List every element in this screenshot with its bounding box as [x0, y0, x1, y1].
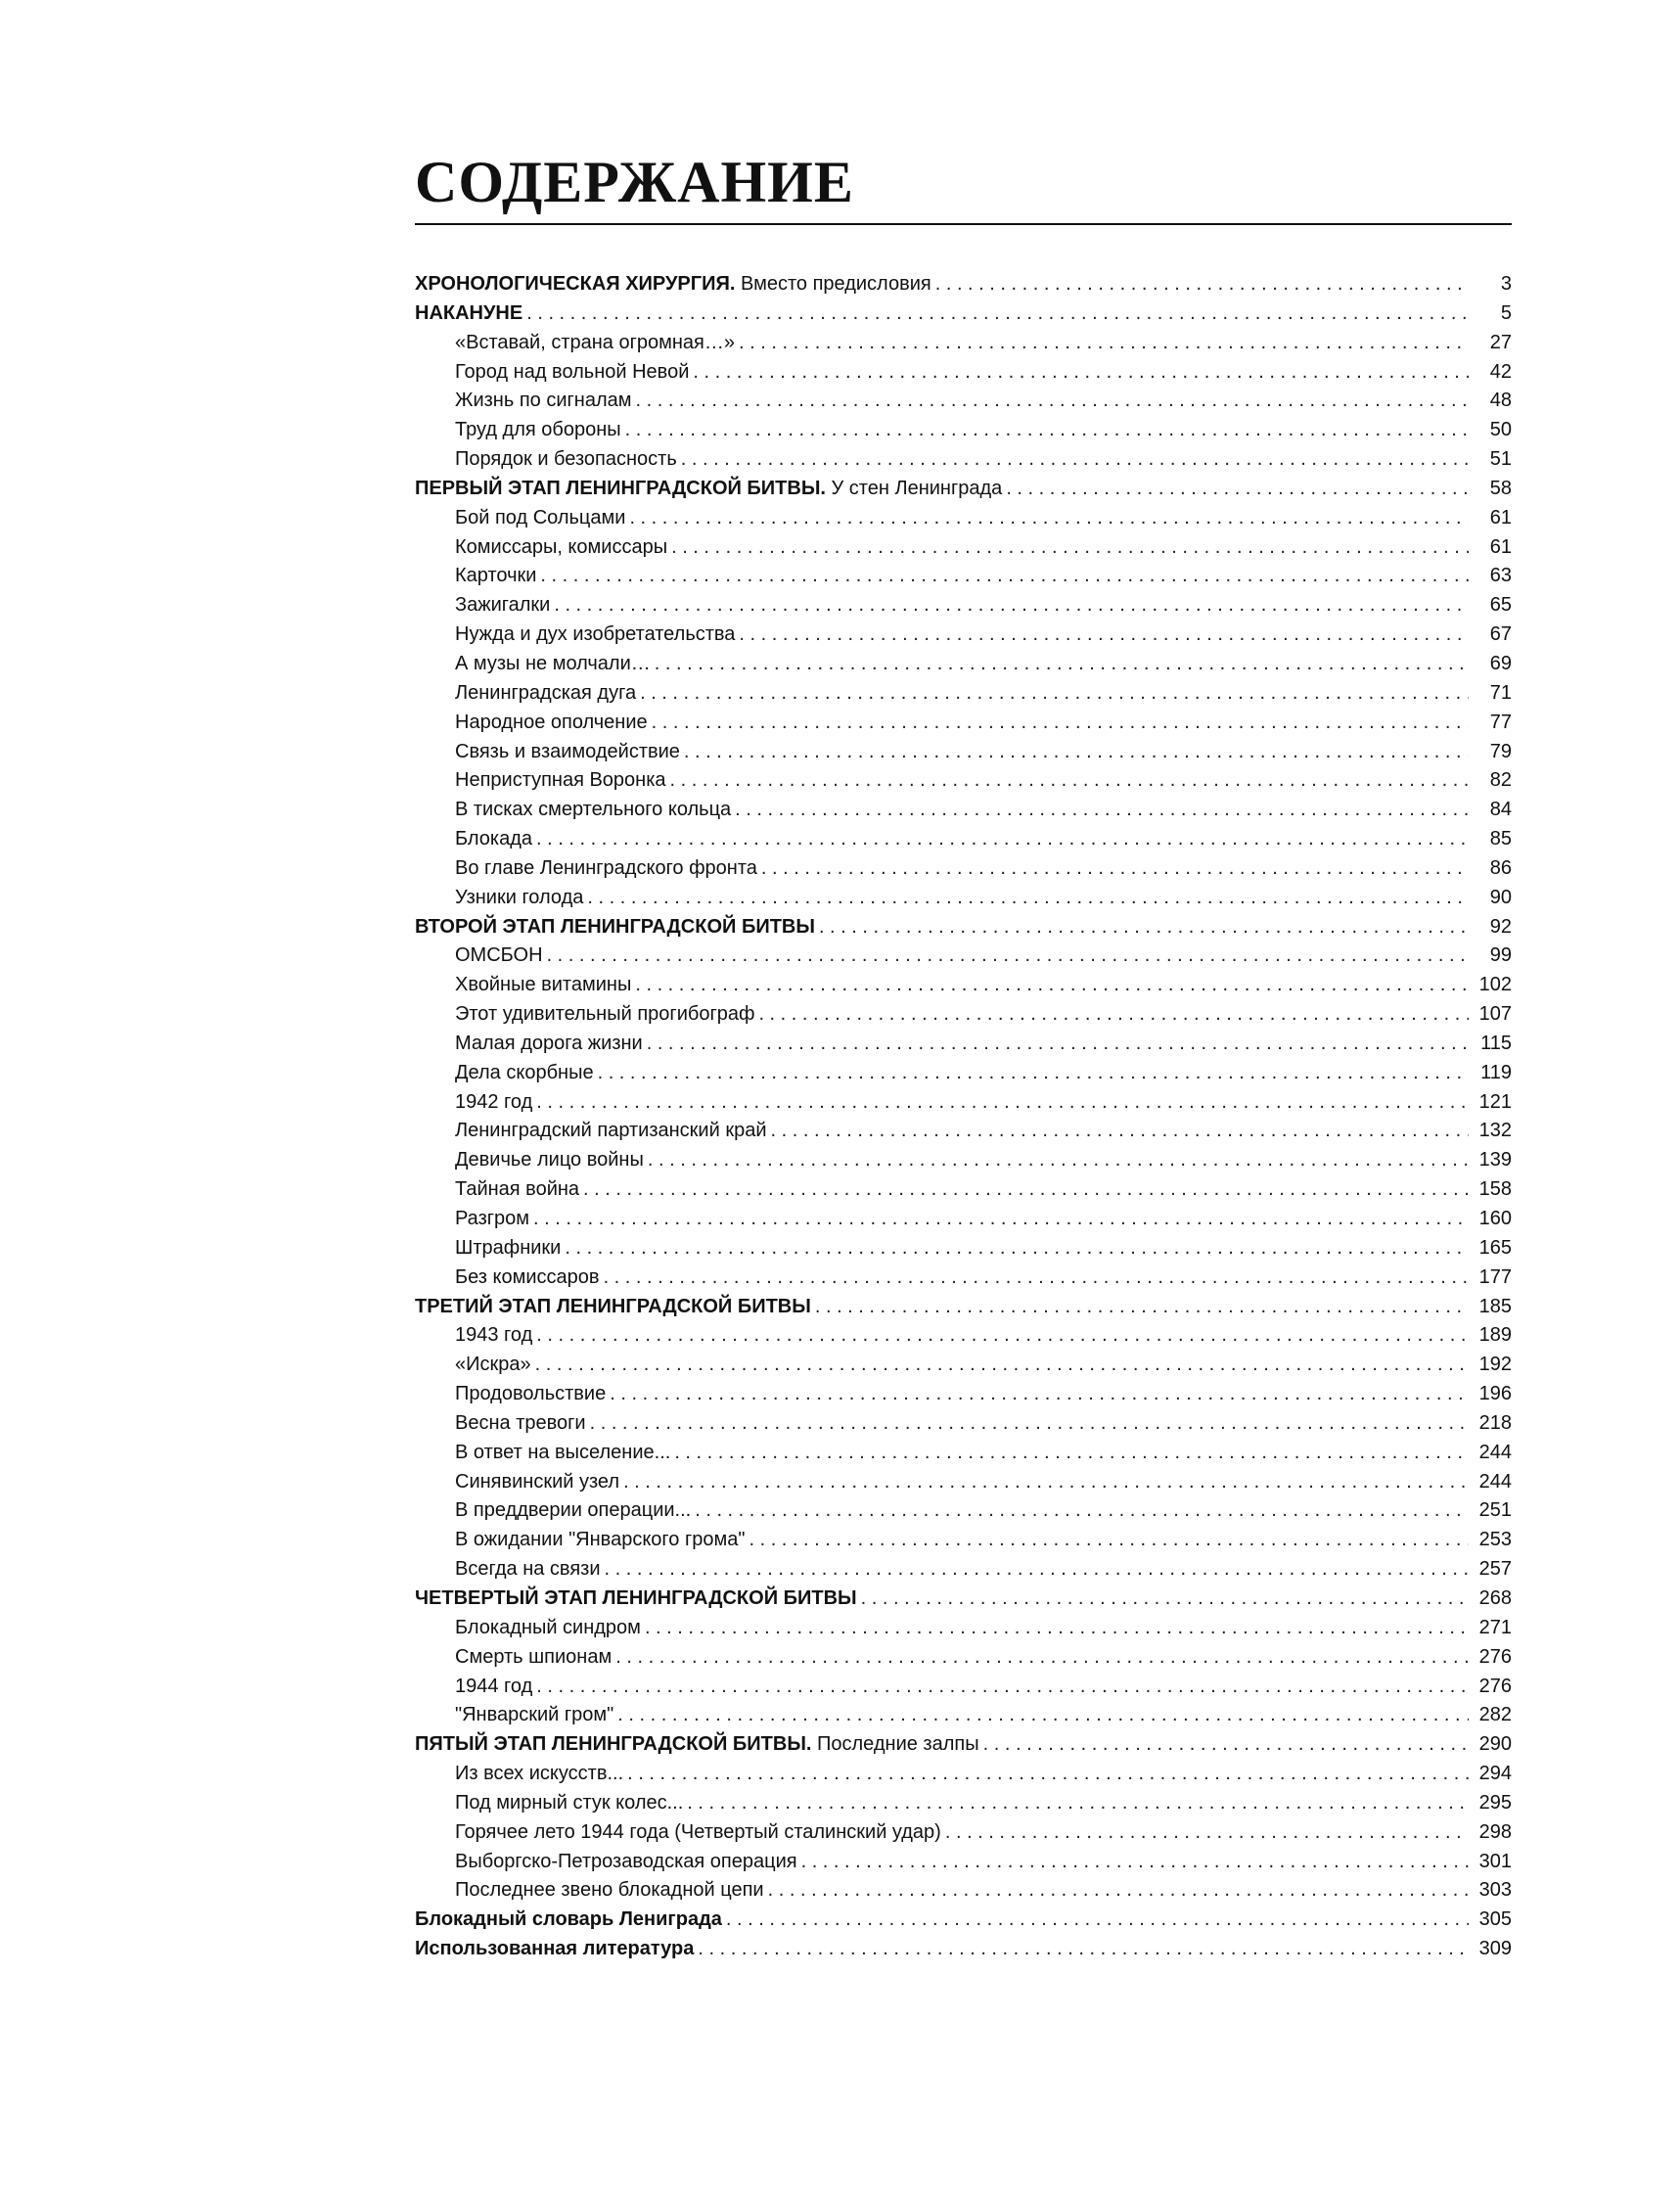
- toc-entry: [415, 416, 1512, 445]
- dot-leader: [1006, 475, 1469, 504]
- toc-entry: [415, 1146, 1512, 1175]
- toc-entry-title: Этот удивительный прогибограф: [455, 1003, 755, 1026]
- toc-entry: [415, 591, 1512, 620]
- toc-page-number: 271: [1478, 1616, 1512, 1638]
- dot-leader: [768, 1876, 1469, 1906]
- dot-leader: [684, 738, 1469, 767]
- dot-leader: [617, 1701, 1469, 1730]
- toc-entry-label: [455, 1205, 529, 1234]
- toc-entry: [415, 1030, 1512, 1059]
- toc-entry-label: [455, 1000, 754, 1030]
- toc-page-number: 251: [1478, 1499, 1512, 1522]
- toc-page-number: 196: [1478, 1383, 1512, 1405]
- toc-entry-title: В ответ на выселение...: [455, 1441, 671, 1463]
- toc-page-number: 305: [1478, 1908, 1512, 1931]
- toc-entry-title: Разгром: [455, 1208, 530, 1229]
- toc-entry-title: 1942 год: [455, 1090, 533, 1113]
- dot-leader: [735, 796, 1469, 825]
- toc-section-entry: [415, 475, 1512, 504]
- toc-entry-title: Из всех искусств...: [455, 1763, 624, 1785]
- toc-entry-title: Ленинградский партизанский край: [455, 1120, 767, 1142]
- toc-entry-title: «Искра»: [455, 1354, 531, 1376]
- toc-entry-label: [455, 1380, 606, 1409]
- toc-entry-title: Штрафники: [455, 1236, 562, 1259]
- dot-leader: [587, 884, 1469, 913]
- toc-entry-subtitle: У стен Ленинграда: [825, 477, 1003, 499]
- toc-entry-label: [455, 1643, 612, 1673]
- toc-page-number: 92: [1489, 915, 1512, 938]
- toc-entry-label: [455, 1614, 641, 1643]
- toc-entry-label: [455, 971, 631, 1000]
- dot-leader: [819, 913, 1469, 942]
- toc-entry-title: Блокадный синдром: [455, 1616, 641, 1638]
- toc-entry: [415, 709, 1512, 738]
- toc-entry-title: А музы не молчали…: [455, 652, 651, 674]
- toc-entry-title: Ленинградская дуга: [455, 681, 637, 704]
- toc-page-number: 102: [1478, 974, 1512, 996]
- dot-leader: [533, 1205, 1469, 1234]
- toc-entry-title: Продовольствие: [455, 1383, 607, 1405]
- toc-page-number: 5: [1500, 301, 1512, 324]
- toc-page-number: 298: [1478, 1820, 1512, 1843]
- dot-leader: [536, 1088, 1469, 1118]
- toc-entry: [415, 1175, 1512, 1205]
- toc-entry-label: [455, 620, 735, 650]
- toc-entry-title: 1943 год: [455, 1324, 533, 1347]
- toc-page-number: 3: [1500, 273, 1512, 295]
- toc-entry-title: Труд для обороны: [455, 419, 621, 441]
- dot-leader: [623, 1468, 1469, 1497]
- toc-entry: [415, 329, 1512, 358]
- toc-entry: [415, 1351, 1512, 1380]
- dot-leader: [758, 1000, 1469, 1030]
- toc-entry-title: Малая дорога жизни: [455, 1032, 643, 1054]
- toc-entry-label: [455, 1789, 683, 1818]
- dot-leader: [739, 620, 1469, 650]
- toc-page-number: 189: [1478, 1324, 1512, 1347]
- toc-entry-title: В тисках смертельного кольца: [455, 799, 732, 821]
- dot-leader: [645, 1614, 1469, 1643]
- toc-entry-title: Весна тревоги: [455, 1411, 586, 1434]
- dot-leader: [935, 270, 1469, 299]
- toc-entry-label: [455, 1409, 586, 1439]
- toc-entry-title: ЧЕТВЕРТЫЙ ЭТАП ЛЕНИНГРАДСКОЙ БИТВЫ: [415, 1586, 857, 1609]
- dot-leader: [604, 1263, 1469, 1293]
- toc-entry-label: [455, 1088, 532, 1118]
- toc-entry-title: Бой под Сольцами: [455, 506, 626, 528]
- toc-entry-label: [455, 854, 757, 884]
- toc-entry-title: ВТОРОЙ ЭТАП ЛЕНИНГРАДСКОЙ БИТВЫ: [415, 915, 815, 938]
- toc-entry-title: Тайная война: [455, 1178, 580, 1201]
- toc-entry-title: ТРЕТИЙ ЭТАП ЛЕНИНГРАДСКОЙ БИТВЫ: [415, 1295, 811, 1317]
- toc-page-number: 50: [1489, 419, 1512, 441]
- toc-entry-label: [415, 1935, 694, 1964]
- toc-entry: [415, 766, 1512, 796]
- toc-entry: [415, 1088, 1512, 1118]
- toc-entry-title: Девичье лицо войны: [455, 1149, 644, 1171]
- toc-entry-label: [455, 1117, 767, 1146]
- table-of-contents: [415, 270, 1512, 1964]
- toc-entry-label: [455, 1059, 594, 1088]
- toc-page-number: 85: [1489, 828, 1512, 850]
- dot-leader: [945, 1818, 1469, 1848]
- toc-page-number: 61: [1489, 535, 1512, 558]
- toc-page-number: 282: [1478, 1704, 1512, 1726]
- toc-page-number: 107: [1478, 1003, 1512, 1026]
- toc-entry-label: [455, 1760, 623, 1789]
- toc-entry-subtitle: Вместо предисловия: [735, 273, 931, 295]
- dot-leader: [815, 1293, 1469, 1322]
- toc-page-number: 71: [1489, 681, 1512, 704]
- toc-entry: [415, 1555, 1512, 1585]
- toc-entry-label: [455, 825, 532, 854]
- toc-entry-title: Зажигалки: [455, 594, 551, 617]
- toc-page-number: 276: [1478, 1645, 1512, 1668]
- toc-entry-label: [455, 358, 689, 388]
- toc-entry-title: Без комиссаров: [455, 1265, 600, 1288]
- dot-leader: [861, 1585, 1469, 1614]
- toc-entry: [415, 387, 1512, 416]
- dot-leader: [726, 1906, 1469, 1935]
- dot-leader: [536, 825, 1469, 854]
- toc-entry: [415, 650, 1512, 679]
- toc-entry: [415, 1059, 1512, 1088]
- toc-page-number: 67: [1489, 623, 1512, 646]
- toc-page-number: 121: [1478, 1090, 1512, 1113]
- toc-entry: [415, 1205, 1512, 1234]
- toc-entry: [415, 504, 1512, 533]
- toc-page-number: 295: [1478, 1791, 1512, 1814]
- toc-page-number: 90: [1489, 886, 1512, 908]
- toc-page-number: 86: [1489, 856, 1512, 879]
- toc-entry-title: Карточки: [455, 565, 537, 587]
- toc-entry-title: ХРОНОЛОГИЧЕСКАЯ ХИРУРГИЯ.: [415, 273, 736, 295]
- toc-entry-label: [455, 416, 621, 445]
- toc-entry: [415, 1321, 1512, 1351]
- toc-entry-label: [455, 1468, 619, 1497]
- toc-page-number: 268: [1478, 1586, 1512, 1609]
- toc-entry-label: [455, 942, 543, 971]
- toc-entry: [415, 1643, 1512, 1673]
- toc-page-number: 185: [1478, 1295, 1512, 1317]
- toc-section-entry: [415, 1935, 1512, 1964]
- toc-page-number: 132: [1478, 1120, 1512, 1142]
- toc-entry-title: ОМСБОН: [455, 944, 543, 967]
- toc-entry-label: [415, 1906, 722, 1935]
- toc-entry-title: Блокада: [455, 828, 533, 850]
- toc-entry: [415, 1117, 1512, 1146]
- toc-entry-title: Народное ополчение: [455, 711, 648, 733]
- toc-entry: [415, 854, 1512, 884]
- toc-entry: [415, 884, 1512, 913]
- dot-leader: [671, 533, 1469, 563]
- dot-leader: [681, 445, 1469, 475]
- toc-entry-label: [455, 329, 735, 358]
- toc-entry-title: Порядок и безопасность: [455, 448, 677, 471]
- dot-leader: [536, 1321, 1469, 1351]
- toc-entry-title: В ожидании "Январского грома": [455, 1529, 746, 1551]
- dot-leader: [598, 1059, 1469, 1088]
- dot-leader: [698, 1935, 1469, 1964]
- toc-entry-label: [455, 1555, 601, 1585]
- toc-entry-label: [415, 1293, 811, 1322]
- toc-page-number: 160: [1478, 1208, 1512, 1229]
- toc-entry-title: Комиссары, комиссары: [455, 535, 668, 558]
- page-title: СОДЕРЖАНИЕ: [415, 150, 854, 214]
- toc-page-number: 244: [1478, 1470, 1512, 1493]
- toc-entry-label: [455, 1263, 600, 1293]
- toc-page-number: 290: [1478, 1733, 1512, 1756]
- dot-leader: [693, 358, 1469, 388]
- toc-entry-label: [455, 1030, 643, 1059]
- dot-leader: [635, 971, 1469, 1000]
- toc-page: [415, 147, 1512, 1964]
- dot-leader: [627, 1760, 1469, 1789]
- dot-leader: [535, 1351, 1469, 1380]
- dot-leader: [771, 1117, 1470, 1146]
- toc-entry: [415, 1526, 1512, 1555]
- toc-entry-label: [455, 1701, 613, 1730]
- toc-page-number: 165: [1478, 1236, 1512, 1259]
- toc-entry: [415, 1263, 1512, 1293]
- toc-entry-title: Горячее лето 1944 года (Четвертый сталинский удар): [455, 1820, 941, 1843]
- toc-section-entry: [415, 1293, 1512, 1322]
- toc-entry: [415, 358, 1512, 388]
- toc-entry: [415, 1496, 1512, 1526]
- toc-entry-label: [455, 1321, 532, 1351]
- toc-page-number: 69: [1489, 652, 1512, 674]
- toc-entry: [415, 1000, 1512, 1030]
- toc-entry: [415, 738, 1512, 767]
- toc-entry-label: [455, 1496, 691, 1526]
- toc-entry-label: [455, 738, 680, 767]
- toc-section-entry: [415, 1730, 1512, 1760]
- toc-entry-label: [415, 1730, 979, 1760]
- toc-entry-label: [415, 270, 931, 299]
- toc-entry-label: [455, 445, 677, 475]
- dot-leader: [670, 766, 1469, 796]
- toc-page-number: 99: [1489, 944, 1512, 967]
- dot-leader: [547, 942, 1469, 971]
- dot-leader: [749, 1526, 1469, 1555]
- toc-entry-label: [455, 387, 632, 416]
- toc-entry: [415, 1876, 1512, 1906]
- toc-entry-label: [415, 1585, 857, 1614]
- toc-entry-title: Использованная литература: [415, 1938, 695, 1960]
- toc-entry: [415, 825, 1512, 854]
- toc-entry: [415, 1439, 1512, 1468]
- dot-leader: [625, 416, 1469, 445]
- toc-entry-title: Под мирный стук колес...: [455, 1791, 684, 1814]
- toc-entry-title: Неприступная Воронка: [455, 769, 666, 792]
- toc-entry-title: Смерть шпионам: [455, 1645, 613, 1668]
- toc-entry-title: Синявинский узел: [455, 1470, 620, 1493]
- toc-entry-title: Город над вольной Невой: [455, 360, 690, 383]
- dot-leader: [526, 299, 1469, 329]
- dot-leader: [636, 387, 1469, 416]
- toc-entry: [415, 1701, 1512, 1730]
- toc-entry-label: [455, 1818, 941, 1848]
- toc-entry: [415, 1468, 1512, 1497]
- toc-section-entry: [415, 913, 1512, 942]
- dot-leader: [565, 1234, 1469, 1263]
- toc-entry-label: [455, 796, 731, 825]
- dot-leader: [605, 1555, 1469, 1585]
- toc-page-number: 82: [1489, 769, 1512, 792]
- dot-leader: [695, 1496, 1469, 1526]
- toc-page-number: 65: [1489, 594, 1512, 617]
- toc-entry-title: Хвойные витамины: [455, 974, 632, 996]
- toc-page-number: 51: [1489, 448, 1512, 471]
- dot-leader: [739, 329, 1469, 358]
- toc-section-entry: [415, 1585, 1512, 1614]
- toc-entry-label: [455, 766, 666, 796]
- toc-entry-title: В преддверии операции...: [455, 1499, 692, 1522]
- toc-entry-label: [415, 475, 1002, 504]
- toc-entry-label: [455, 1146, 644, 1175]
- toc-entry-title: ПЯТЫЙ ЭТАП ЛЕНИНГРАДСКОЙ БИТВЫ.: [415, 1733, 812, 1756]
- toc-page-number: 158: [1478, 1178, 1512, 1201]
- toc-page-number: 139: [1478, 1149, 1512, 1171]
- dot-leader: [554, 591, 1469, 620]
- toc-entry: [415, 942, 1512, 971]
- dot-leader: [761, 854, 1469, 884]
- dot-leader: [629, 504, 1469, 533]
- toc-entry: [415, 679, 1512, 709]
- toc-page-number: 77: [1489, 711, 1512, 733]
- dot-leader: [615, 1643, 1469, 1673]
- toc-entry-label: [455, 1876, 764, 1906]
- toc-entry-title: Блокадный словарь Лениграда: [415, 1908, 722, 1931]
- toc-page-number: 79: [1489, 740, 1512, 762]
- toc-page-number: 58: [1489, 477, 1512, 499]
- toc-entry-title: Дела скорбные: [455, 1061, 594, 1083]
- toc-entry-title: Связь и взаимодействие: [455, 740, 680, 762]
- dot-leader: [652, 709, 1469, 738]
- toc-entry: [415, 1789, 1512, 1818]
- toc-entry-label: [455, 1526, 745, 1555]
- toc-entry-label: [455, 709, 648, 738]
- dot-leader: [536, 1673, 1469, 1702]
- toc-page-number: 177: [1478, 1265, 1512, 1288]
- toc-page-number: 27: [1489, 331, 1512, 353]
- toc-page-number: 63: [1489, 565, 1512, 587]
- toc-page-number: 119: [1480, 1061, 1512, 1083]
- dot-leader: [647, 1030, 1469, 1059]
- dot-leader: [801, 1848, 1469, 1877]
- toc-entry-title: Узники голода: [455, 886, 584, 908]
- toc-page-number: 42: [1489, 360, 1512, 383]
- toc-entry: [415, 1614, 1512, 1643]
- toc-entry-label: [455, 562, 536, 591]
- toc-entry-title: Во главе Ленинградского фронта: [455, 856, 757, 879]
- dot-leader: [674, 1439, 1469, 1468]
- toc-page-number: 257: [1478, 1558, 1512, 1581]
- toc-entry-label: [415, 913, 815, 942]
- toc-page-number: 276: [1478, 1675, 1512, 1697]
- dot-leader: [648, 1146, 1469, 1175]
- toc-entry-label: [455, 1351, 531, 1380]
- toc-entry-label: [415, 299, 522, 329]
- toc-page-number: 303: [1478, 1879, 1512, 1902]
- toc-entry-title: «Вставай, страна огромная…»: [455, 331, 735, 353]
- toc-page-number: 253: [1478, 1529, 1512, 1551]
- toc-entry: [415, 562, 1512, 591]
- toc-entry-label: [455, 1234, 561, 1263]
- toc-entry: [415, 796, 1512, 825]
- toc-entry: [415, 533, 1512, 563]
- toc-page-number: 192: [1478, 1354, 1512, 1376]
- toc-section-entry: [415, 1906, 1512, 1935]
- toc-page-number: 218: [1478, 1411, 1512, 1434]
- dot-leader: [983, 1730, 1469, 1760]
- toc-entry-label: [455, 1848, 797, 1877]
- toc-page-number: 301: [1478, 1850, 1512, 1872]
- toc-page-number: 244: [1478, 1441, 1512, 1463]
- toc-entry: [415, 1760, 1512, 1789]
- toc-entry-label: [455, 650, 651, 679]
- toc-section-entry: [415, 299, 1512, 329]
- toc-entry-title: Всегда на связи: [455, 1558, 601, 1581]
- toc-entry-label: [455, 1673, 532, 1702]
- toc-entry: [415, 445, 1512, 475]
- toc-entry-title: ПЕРВЫЙ ЭТАП ЛЕНИНГРАДСКОЙ БИТВЫ.: [415, 477, 826, 499]
- toc-section-entry: [415, 270, 1512, 299]
- toc-entry-title: Последнее звено блокадной цепи: [455, 1879, 764, 1902]
- toc-entry-subtitle: Последние залпы: [811, 1733, 979, 1756]
- toc-entry-label: [455, 679, 636, 709]
- toc-entry-label: [455, 1439, 670, 1468]
- toc-entry: [415, 1848, 1512, 1877]
- dot-leader: [590, 1409, 1469, 1439]
- toc-entry: [415, 1818, 1512, 1848]
- toc-entry-title: "Январский гром": [455, 1704, 614, 1726]
- dot-leader: [583, 1175, 1469, 1205]
- toc-entry-label: [455, 591, 550, 620]
- toc-page-number: 115: [1480, 1032, 1512, 1054]
- dot-leader: [610, 1380, 1469, 1409]
- toc-entry: [415, 620, 1512, 650]
- dot-leader: [540, 562, 1469, 591]
- toc-entry-label: [455, 1175, 579, 1205]
- toc-entry-title: Нужда и дух изобретательства: [455, 623, 736, 646]
- toc-page-number: 294: [1478, 1763, 1512, 1785]
- toc-entry-label: [455, 884, 583, 913]
- toc-entry: [415, 1234, 1512, 1263]
- toc-page-number: 48: [1489, 390, 1512, 412]
- toc-page-number: 84: [1489, 799, 1512, 821]
- dot-leader: [687, 1789, 1469, 1818]
- toc-entry: [415, 971, 1512, 1000]
- toc-entry-title: 1944 год: [455, 1675, 533, 1697]
- toc-entry: [415, 1409, 1512, 1439]
- toc-entry: [415, 1380, 1512, 1409]
- toc-page-number: 309: [1478, 1938, 1512, 1960]
- toc-entry: [415, 1673, 1512, 1702]
- toc-page-number: 61: [1489, 506, 1512, 528]
- dot-leader: [655, 650, 1469, 679]
- title-divider: [415, 223, 1512, 225]
- toc-entry-title: Жизнь по сигналам: [455, 390, 632, 412]
- toc-entry-title: НАКАНУНЕ: [415, 301, 523, 324]
- toc-entry-title: Выборгско-Петрозаводская операция: [455, 1850, 797, 1872]
- dot-leader: [640, 679, 1469, 709]
- toc-entry-label: [455, 504, 625, 533]
- toc-entry-label: [455, 533, 667, 563]
